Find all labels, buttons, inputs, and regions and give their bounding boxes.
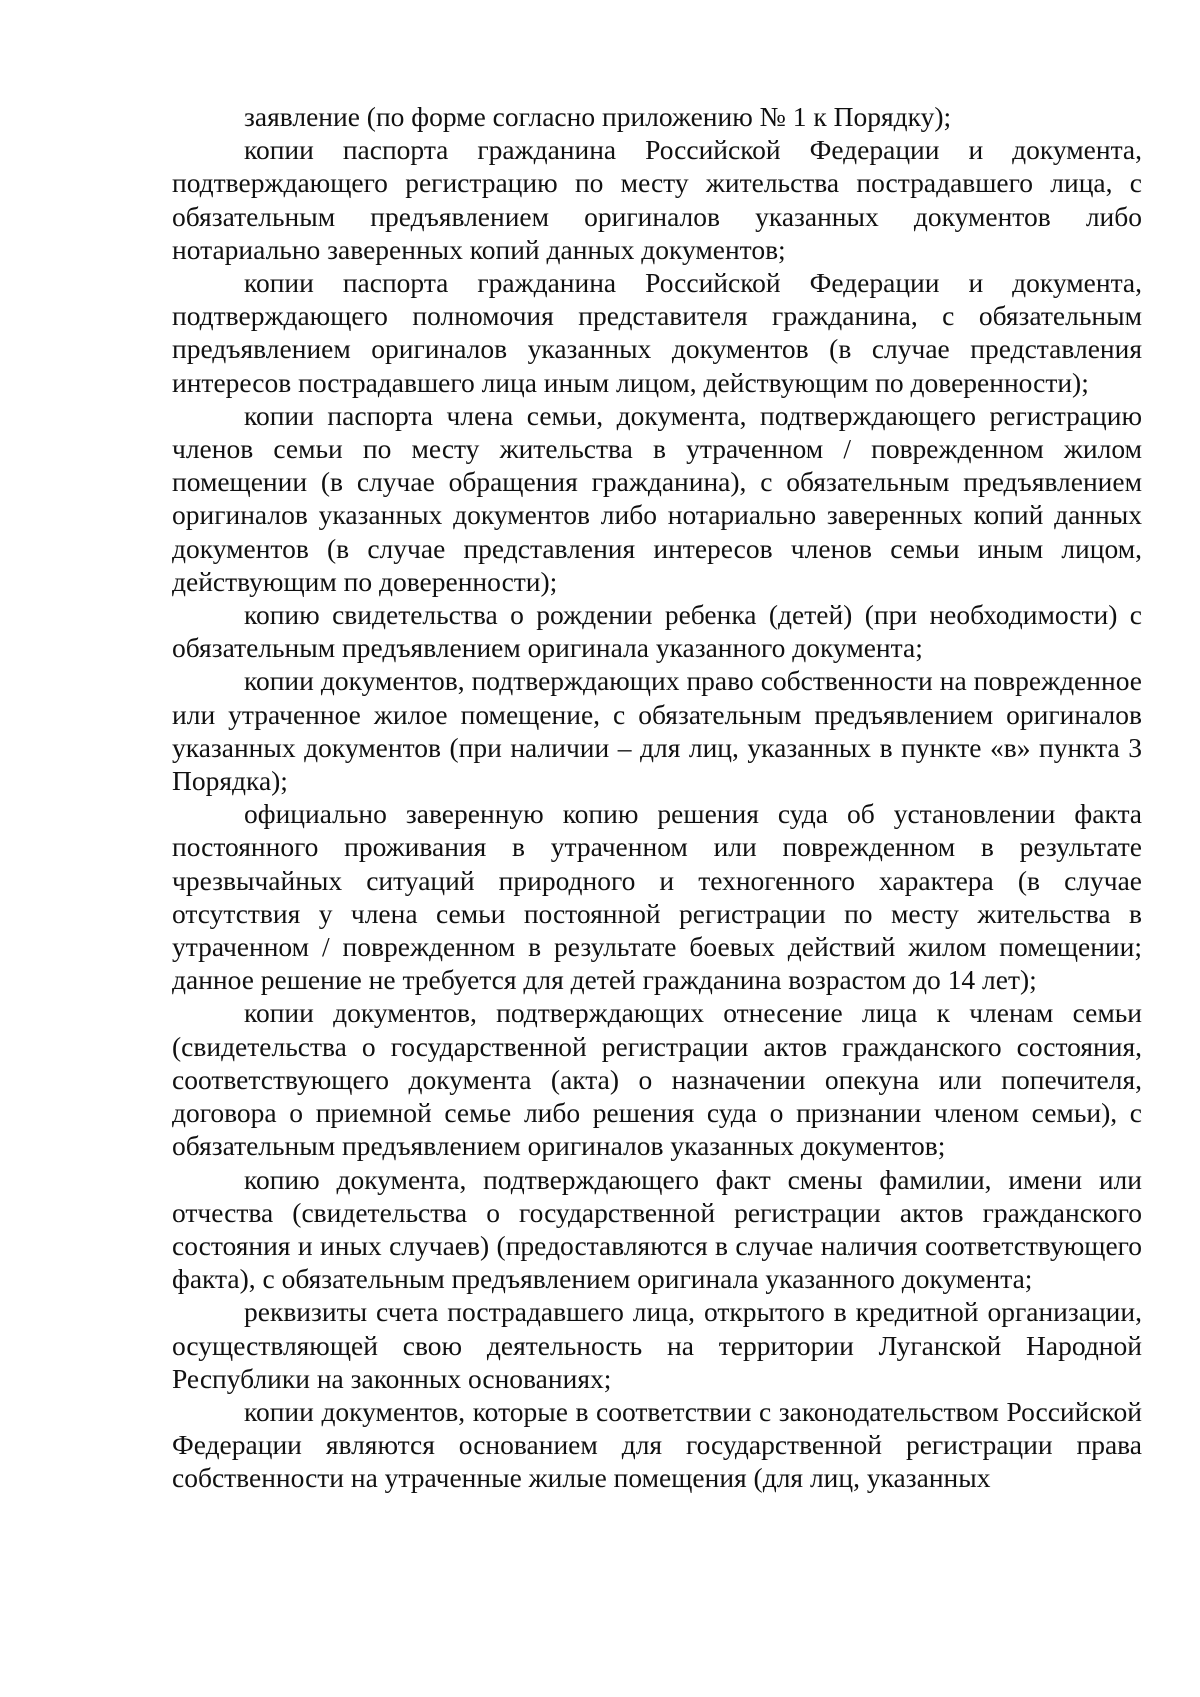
list-item: копии документов, подтверждающих отнесение лица к членам семьи (свидетельства о государственной регистрации актов гражданского состояния, соответствующего документа (акта) о назначении опекуна или попечителя, договора о приемной семье либо решения суда о признании членом семьи), с обязательным предъявлением оригиналов указанных документов;: [172, 997, 1142, 1162]
list-item: реквизиты счета пострадавшего лица, открытого в кредитной организации, осуществляющей свою деятельность на территории Луганской Народной Республики на законных основаниях;: [172, 1296, 1142, 1394]
list-item: копию документа, подтверждающего факт смены фамилии, имени или отчества (свидетельства о государственной регистрации актов гражданского состояния и иных случаев) (предоставляются в случае наличия соответствующего факта), с обязательным предъявлением оригинала указанного документа;: [172, 1163, 1142, 1295]
list-item: заявление (по форме согласно приложению № 1 к Порядку);: [244, 101, 952, 132]
list-item: копии документов, подтверждающих право собственности на поврежденное или утраченное жилое помещение, с обязательным предъявлением оригиналов указанных документов (при наличии – для лиц, указанных в пункте «в» пункта 3 Порядка);: [172, 665, 1142, 797]
list-item: копии паспорта гражданина Российской Федерации и документа, подтверждающего полномочия представителя гражданина, с обязательным предъявлением оригиналов указанных документов (в случае представления интересов пострадавшего лица иным лицом, действующим по доверенности);: [172, 267, 1142, 398]
list-item: копии паспорта члена семьи, документа, подтверждающего регистрацию членов семьи по месту жительства в утраченном / поврежденном жилом помещении (в случае обращения гражданина), с обязательным предъявлением оригиналов указанных документов либо нотариально заверенных копий данных документов (в случае представления интересов членов семьи иным лицом, действующим по доверенности);: [172, 399, 1142, 597]
list-item: копии паспорта гражданина Российской Федерации и документа, подтверждающего регистрацию по месту жительства пострадавшего лица, с обязательным предъявлением оригиналов указанных документов либо нотариально заверенных копий данных документов;: [172, 134, 1142, 265]
list-item: официально заверенную копию решения суда об установлении факта постоянного проживания в утраченном или поврежденном в результате чрезвычайных ситуаций природного и техногенного характера (в случае отсутствия у члена семьи постоянной регистрации по месту жительства в утраченном / поврежденном в результате боевых действий жилом помещении; данное решение не требуется для детей гражданина возрастом до 14 лет);: [172, 798, 1142, 996]
list-item: копии документов, которые в соответствии с законодательством Российской Федерации являются основанием для государственной регистрации права собственности на утраченные жилые помещения (для лиц, указанных: [172, 1395, 1142, 1494]
document-page: [172, 100, 1142, 1495]
list-item: копию свидетельства о рождении ребенка (детей) (при необходимости) с обязательным предъявлением оригинала указанного документа;: [172, 599, 1142, 664]
